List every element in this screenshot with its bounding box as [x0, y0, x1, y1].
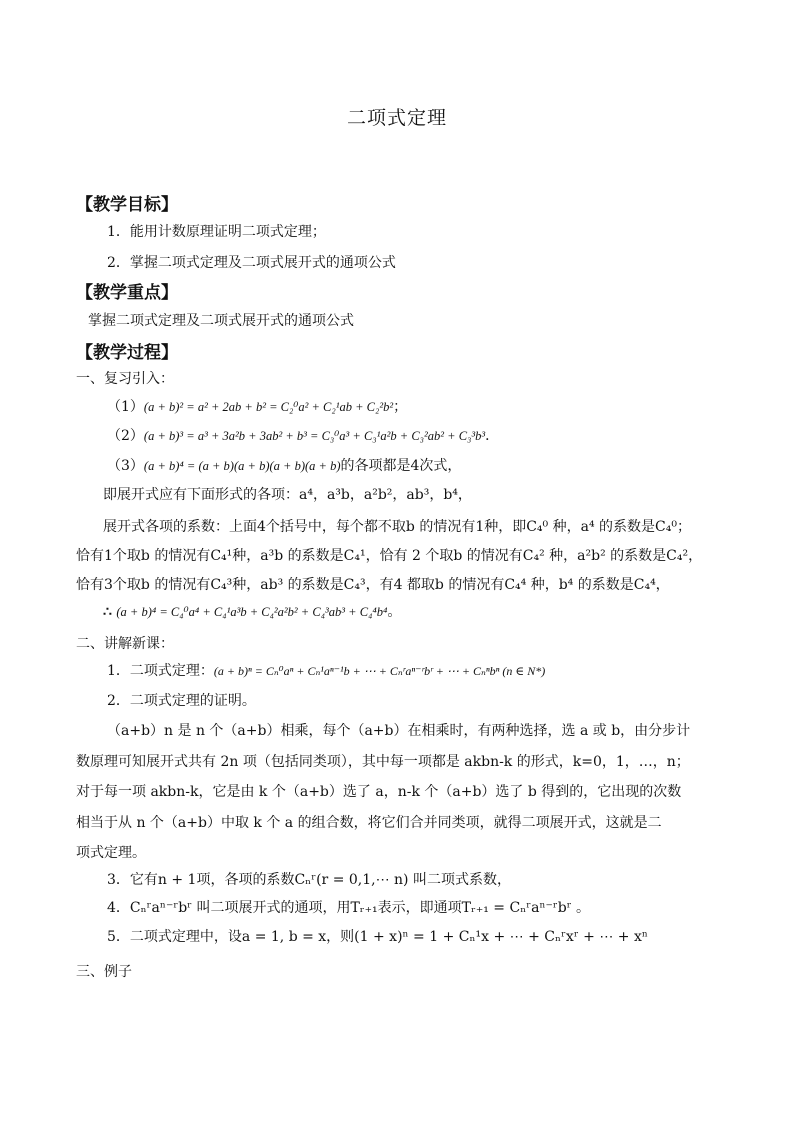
- item-3: 3．它有n + 1项，各项的系数Cₙʳ(r = 0,1,⋯ n) 叫二项式系数，: [107, 872, 511, 888]
- equation-3-label: （3）: [107, 458, 144, 474]
- item-4: 4．Cₙʳaⁿ⁻ʳbʳ 叫二项展开式的通项，用Tᵣ₊₁表示，即通项Tᵣ₊₁ = Cₙʳaⁿ⁻ʳbʳ 。: [107, 900, 591, 916]
- equation-2-label: （2）: [107, 428, 144, 444]
- page-title: 二项式定理: [346, 107, 447, 129]
- proof-line-3: 对于每一项 akbn-k，它是由 k 个（a+b）选了 a，n-k 个（a+b）选了 b 得到的，它出现的次数: [76, 784, 682, 800]
- equation-3: [107, 456, 461, 476]
- theorem-label: 1．二项式定理：: [107, 663, 214, 679]
- equation-2-formula: (a + b)³ = a³ + 3a²b + 3ab² + b³ = C₃⁰a³ + C₃¹a²b + C₃²ab² + C₃³b³: [143, 429, 486, 443]
- theorem-formula: (a + b)ⁿ = Cₙ⁰aⁿ + Cₙ¹aⁿ⁻¹b + ⋯ + Cₙʳaⁿ⁻ʳbʳ + ⋯ + Cₙⁿbⁿ (n ∈ N*): [213, 664, 546, 678]
- equation-3-text: 的各项都是4次式，: [340, 458, 462, 474]
- part1-heading: 一、复习引入：: [76, 371, 174, 387]
- proof-line-4: 相当于从 n 个（a+b）中取 k 个 a 的组合数，将它们合并同类项，就得二项展开式，这就是二: [76, 815, 662, 831]
- coefficient-line-2: 恰有1个取b 的情况有C₄¹种，a³b 的系数是C₄¹，恰有 2 个取b 的情况有C₄² 种，a²b² 的系数是C₄²，: [76, 548, 703, 564]
- goals-heading: 【教学目标】: [76, 195, 178, 215]
- equation-1-formula: (a + b)² = a² + 2ab + b² = C₂⁰a² + C₂¹ab + C₂²b²: [143, 400, 394, 414]
- proof-line-2: 数原理可知展开式共有 2n 项（包括同类项），其中每一项都是 akbn-k 的形式，k=0，1，…，n；: [76, 754, 690, 770]
- part2-heading: 二、讲解新课：: [76, 636, 174, 652]
- goal-2: 2．掌握二项式定理及二项式展开式的通项公式: [107, 255, 396, 271]
- process-heading: 【教学过程】: [76, 343, 178, 363]
- equation-1-label: （1）: [107, 399, 144, 415]
- equation-1: [107, 397, 407, 417]
- proof-line-1: （a+b）n 是 n 个（a+b）相乘，每个（a+b）在相乘时，有两种选择，选 a 或 b，由分步计: [107, 723, 691, 739]
- equation-3-formula: (a + b)⁴ = (a + b)(a + b)(a + b)(a + b): [143, 459, 341, 473]
- conclusion-formula: (a + b)⁴ = C₄⁰a⁴ + C₄¹a³b + C₄²a²b² + C₄³ab³ + C₄⁴b⁴: [116, 605, 388, 619]
- coefficient-line-3: 恰有3个取b 的情况有C₄³种，ab³ 的系数是C₄³，有4 都取b 的情况有C₄⁴ 种，b⁴ 的系数是C₄⁴，: [76, 577, 670, 593]
- focus-heading: 【教学重点】: [76, 283, 178, 303]
- equation-2-end: ．: [485, 428, 500, 444]
- proof-line-5: 项式定理。: [76, 845, 146, 861]
- equation-2: [107, 426, 499, 446]
- theorem-line: [107, 661, 545, 681]
- part3-heading: 三、例子: [76, 964, 132, 980]
- therefore-symbol: ∴: [103, 604, 112, 620]
- equation-1-end: ；: [393, 399, 408, 415]
- coefficient-line-1: 展开式各项的系数：上面4个括号中，每个都不取b 的情况有1种，即C₄⁰ 种，a⁴ 的系数是C₄⁰；: [103, 519, 691, 535]
- conclusion-end: 。: [387, 604, 402, 620]
- conclusion-line: [103, 602, 401, 622]
- goal-1: 1．能用计数原理证明二项式定理；: [107, 224, 326, 240]
- focus-1: 掌握二项式定理及二项式展开式的通项公式: [88, 313, 354, 329]
- proof-heading: 2．二项式定理的证明。: [107, 693, 256, 709]
- terms-line: 即展开式应有下面形式的各项：a⁴，a³b，a²b²，ab³，b⁴，: [103, 487, 472, 503]
- item-5: 5．二项式定理中，设a = 1, b = x，则(1 + x)ⁿ = 1 + Cₙ¹x + ⋯ + Cₙʳxʳ + ⋯ + xⁿ: [107, 929, 648, 945]
